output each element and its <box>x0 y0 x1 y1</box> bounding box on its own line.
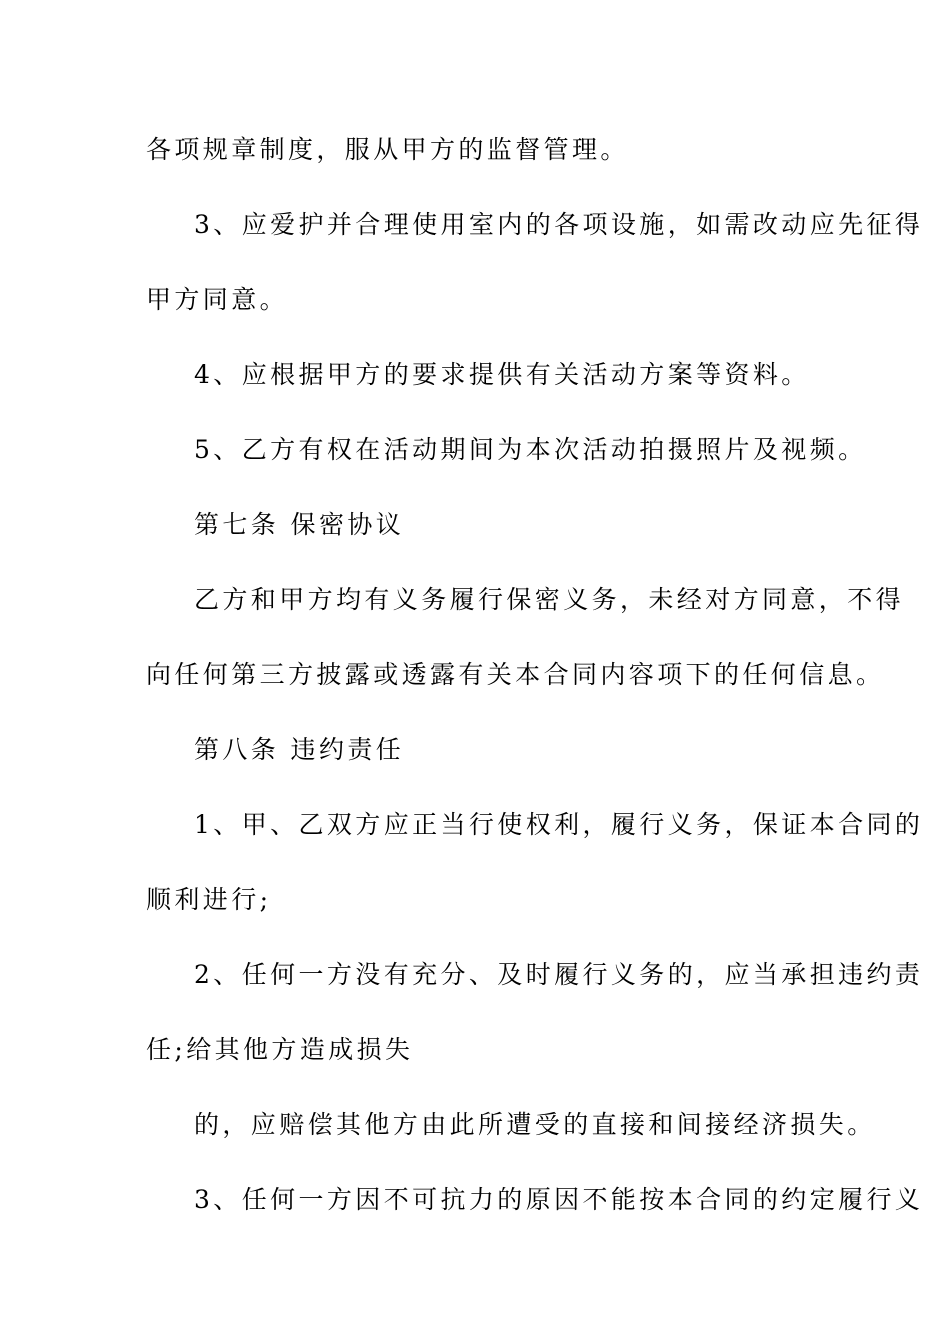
text-line: 的，应赔偿其他方由此所遭受的直接和间接经济损失。 <box>194 1110 876 1139</box>
text-line: 乙方和甲方均有义务履行保密义务，未经对方同意，不得 <box>194 585 905 614</box>
text-line: 顺利进行; <box>146 885 272 914</box>
text-line: 各项规章制度，服从甲方的监督管理。 <box>146 135 629 164</box>
text-line: 任;给其他方造成损失 <box>146 1035 414 1064</box>
text-line: 5、乙方有权在活动期间为本次活动拍摄照片及视频。 <box>194 435 867 464</box>
text-line: 4、应根据甲方的要求提供有关活动方案等资料。 <box>194 360 810 389</box>
text-line: 2、任何一方没有充分、及时履行义务的，应当承担违约责 <box>194 960 924 989</box>
text-line: 甲方同意。 <box>146 285 289 314</box>
text-line: 3、任何一方因不可抗力的原因不能按本合同的约定履行义 <box>194 1185 924 1214</box>
text-line: 1、甲、乙双方应正当行使权利，履行义务，保证本合同的 <box>194 810 924 839</box>
section-heading: 第八条 违约责任 <box>194 735 405 764</box>
text-line: 3、应爱护并合理使用室内的各项设施，如需改动应先征得 <box>194 210 924 239</box>
text-line: 向任何第三方披露或透露有关本合同内容项下的任何信息。 <box>146 660 885 689</box>
section-heading: 第七条 保密协议 <box>194 510 405 539</box>
